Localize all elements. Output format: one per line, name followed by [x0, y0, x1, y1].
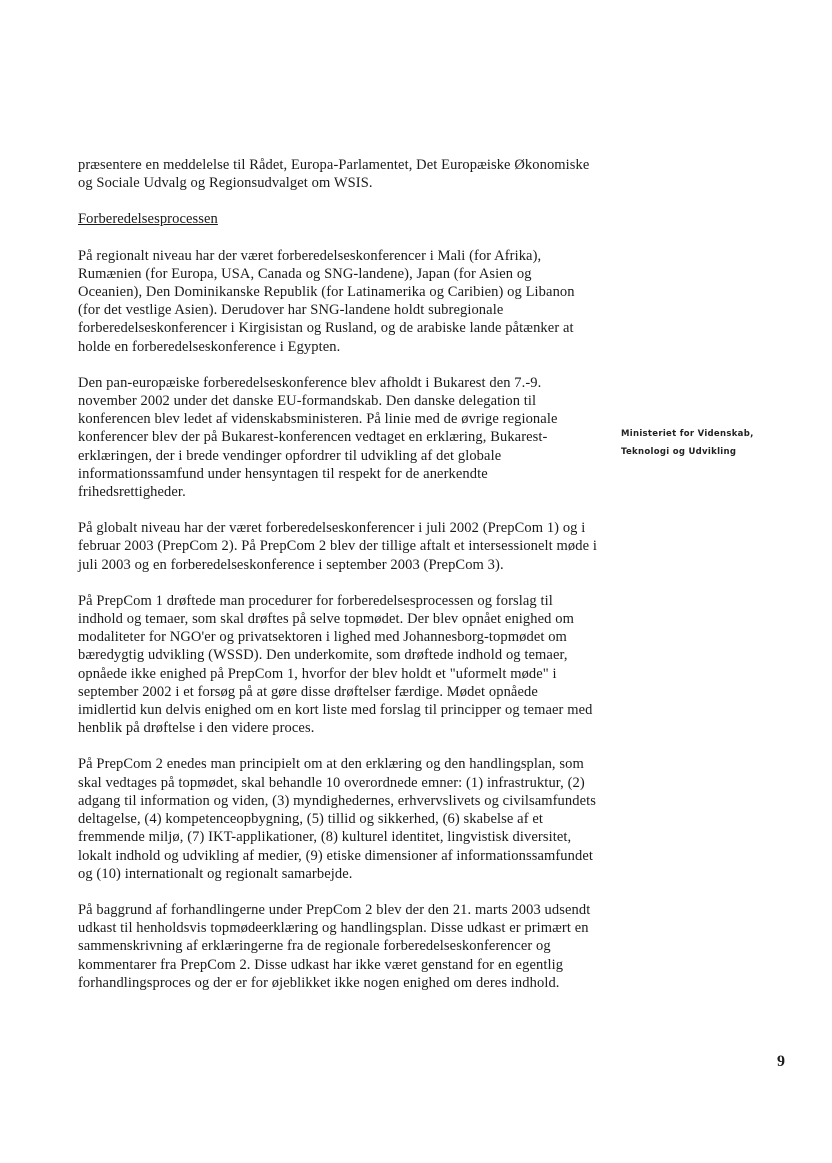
- paragraph-global-level: På globalt niveau har der været forberedelseskonferencer i juli 2002 (PrepCom 1) og i februar 2003 (PrepCom 2). På PrepCom 2 blev der tillige aftalt et intersessionelt møde i juli 2003 og en forberedelseskonference i september 2003 (PrepCom 3).: [78, 520, 598, 573]
- ministry-name-line-1: Ministeriet for Videnskab,: [621, 429, 754, 439]
- paragraph-prepcom-1: På PrepCom 1 drøftede man procedurer for forberedelsesprocessen og forslag til indhold og temaer, som skal drøftes på selve topmødet. Der blev opnået enighed om modaliteter for NGO'er og privatsektoren i lighed med Johannesborg-topmødet om bæredygtig udvikling (WSSD). Den underkomite, som drøftede indhold og temaer, opnåede ikke enighed på PrepCom 1, hvorfor der blev holdt et "uformelt møde" i september 2002 i et forsøg på at gøre disse drøftelser færdige. Mødet opnåede imidlertid kun delvis enighed om en kort liste med forslag til principper og temaer med henblik på drøftelse i den videre proces.: [78, 592, 593, 737]
- body-text: [78, 156, 598, 1010]
- paragraph-intro-continuation: præsentere en meddelelse til Rådet, Europa-Parlamentet, Det Europæiske Økonomiske og Sociale Udvalg og Regionsudvalget om WSIS.: [78, 157, 590, 192]
- paragraph-prepcom-2: På PrepCom 2 enedes man principielt om at den erklæring og den handlingsplan, som skal vedtages på topmødet, skal behandle 10 overordnede emner: (1) infrastruktur, (2) adgang til information og viden, (3) myndighedernes, erhvervslivets og civilsamfundets deltagelse, (4) kompetenceopbygning, (5) tillid og sikkerhed, (6) skabelse af et fremmende miljø, (7) IKT-applikationer, (8) kulturel identitet, lingvistisk diversitet, lokalt indhold og udvikling af medier, (9) etiske dimensioner af informationssamfundet og (10) internationalt og regionalt samarbejde.: [78, 756, 596, 882]
- ministry-margin-note: [621, 425, 811, 461]
- paragraph-draft-texts: På baggrund af forhandlingerne under PrepCom 2 blev der den 21. marts 2003 udsendt udkast til henholdsvis topmødeerklæring og handlingsplan. Disse udkast er primært en sammenskrivning af erklæringerne fra de regionale forberedelseskonferencer og kommentarer fra PrepCom 2. Disse udkast har ikke været genstand for en egentlig forhandlingsproces og der er for øjeblikket ikke nogen enighed om deres indhold.: [78, 901, 591, 991]
- page-number: 9: [777, 1053, 785, 1070]
- paragraph-pan-european: Den pan-europæiske forberedelseskonference blev afholdt i Bukarest den 7.-9. november 2002 under det danske EU-formandskab. Den danske delegation til konferencen blev ledet af videnskabsministeren. På linie med de øvrige regionale konferencer blev der på Bukarest-konferencen vedtaget en erklæring, Bukarest-erklæringen, der i brede vendinger opfordrer til udvikling af det globale informationssamfund under hensyntagen til respekt for de anerkendte frihedsrettigheder.: [78, 374, 558, 501]
- ministry-name-line-2: Teknologi og Udvikling: [621, 447, 737, 457]
- paragraph-regional-level: På regionalt niveau har der været forberedelseskonferencer i Mali (for Afrika), Rumænien (for Europa, USA, Canada og SNG-landene), Japan (for Asien og Oceanien), Den Dominikanske Republik (for Latinamerika og Caribien) og Libanon (for det vestlige Asien). Derudover har SNG-landene holdt subregionale forberedelseskonferencer i Kirgisistan og Rusland, og de arabiske lande påtænker at holde en forberedelseskonference i Egypten.: [78, 247, 575, 355]
- section-heading: Forberedelsesprocessen: [78, 211, 218, 228]
